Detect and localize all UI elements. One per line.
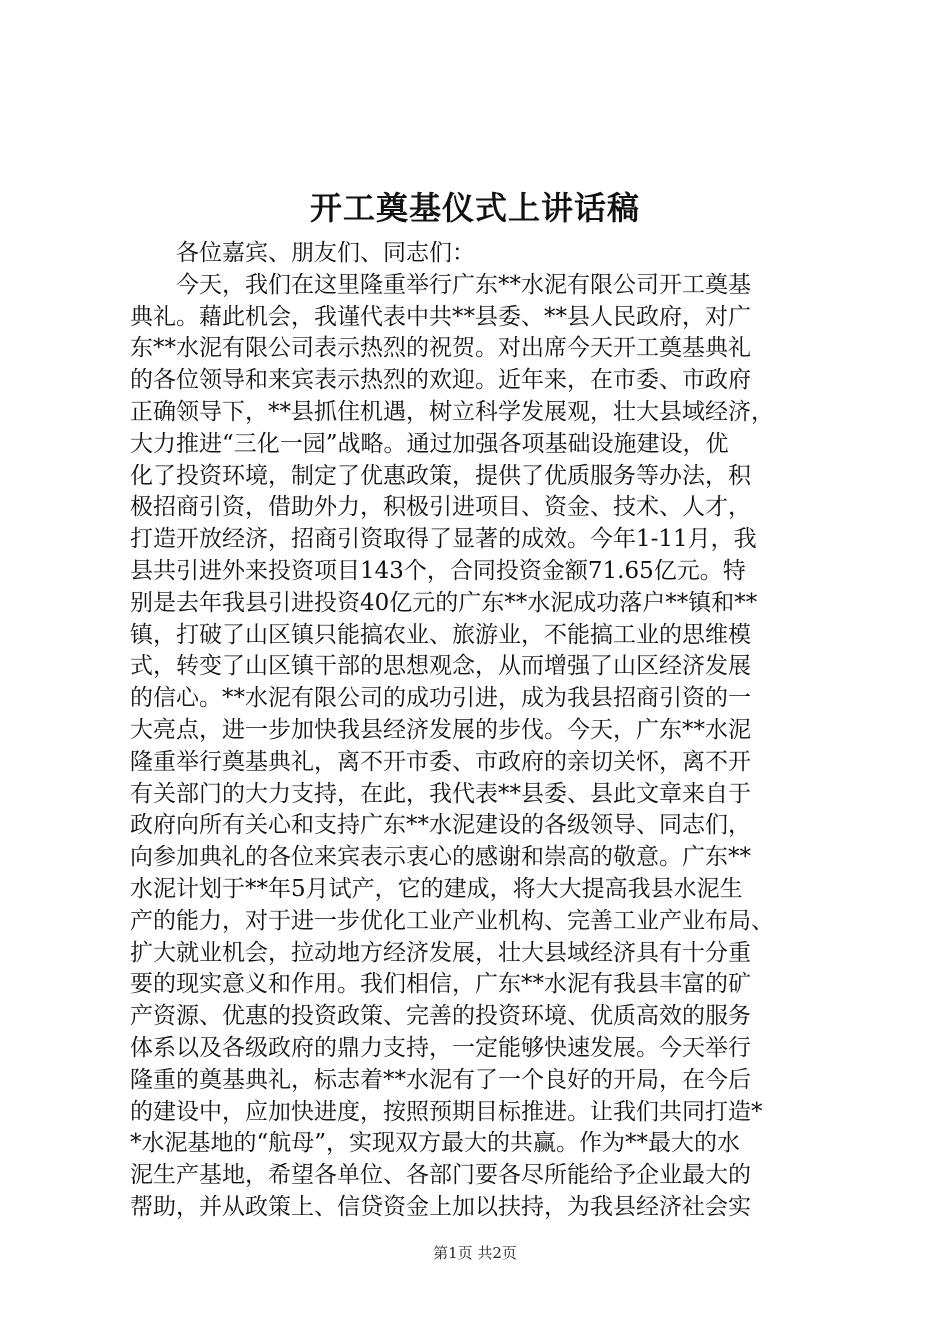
body-line: 东**水泥有限公司表示热烈的祝贺。对出席今天开工奠基典礼: [130, 335, 751, 362]
body-line: 的各位领导和来宾表示热烈的欢迎。近年来，在市委、市政府: [130, 367, 751, 394]
body-line: 化了投资环境，制定了优惠政策，提供了优质服务等办法，积: [130, 462, 751, 489]
body-line: 水泥计划于**年5月试产，它的建成，将大大提高我县水泥生: [130, 875, 743, 902]
body-line: 大亮点，进一步加快我县经济发展的步伐。今天，广东**水泥: [130, 716, 751, 743]
body-line: 极招商引资，借助外力，积极引进项目、资金、技术、人才，: [130, 494, 751, 521]
body-line: 镇，打破了山区镇只能搞农业、旅游业，不能搞工业的思维模: [130, 621, 751, 648]
body-line: 扩大就业机会，拉动地方经济发展，壮大县域经济具有十分重: [130, 939, 751, 966]
body-line: 的建设中，应加快进度，按照预期目标推进。让我们共同打造*: [130, 1098, 763, 1125]
salutation-line: 各位嘉宾、朋友们、同志们：: [176, 240, 475, 266]
body-line: 要的现实意义和作用。我们相信，广东**水泥有我县丰富的矿: [130, 971, 751, 998]
document-title: 开工奠基仪式上讲话稿: [309, 189, 640, 227]
document-body: [130, 238, 832, 1224]
body-line: 帮助，并从政策上、信贷资金上加以扶持，为我县经济社会实: [130, 1193, 751, 1220]
page-number-footer: 第1页 共2页: [433, 1244, 517, 1262]
body-line: 隆重举行奠基典礼，离不开市委、市政府的亲切关怀，离不开: [130, 748, 751, 775]
body-line: 县共引进外来投资项目143个，合同投资金额71.65亿元。特: [130, 557, 746, 584]
body-line: 典礼。藉此机会，我谨代表中共**县委、**县人民政府，对广: [130, 303, 751, 330]
body-line: 的信心。**水泥有限公司的成功引进，成为我县招商引资的一: [130, 685, 751, 712]
body-line: 向参加典礼的各位来宾表示衷心的感谢和崇高的敬意。广东**: [130, 844, 751, 871]
body-line: 别是去年我县引进投资40亿元的广东**水泥成功落户**镇和**: [130, 589, 758, 616]
body-line: 今天，我们在这里隆重举行广东**水泥有限公司开工奠基: [176, 271, 751, 298]
body-line: *水泥基地的“航母”，实现双方最大的共赢。作为**最大的水: [130, 1130, 741, 1157]
body-line: 政府向所有关心和支持广东**水泥建设的各级领导、同志们，: [130, 812, 751, 839]
body-line: 隆重的奠基典礼，标志着**水泥有了一个良好的开局，在今后: [130, 1066, 751, 1093]
body-line: 式，转变了山区镇干部的思想观念，从而增强了山区经济发展: [130, 653, 751, 680]
body-line: 正确领导下，**县抓住机遇，树立科学发展观，壮大县域经济，: [130, 398, 774, 425]
body-line: 有关部门的大力支持，在此，我代表**县委、县此文章来自于: [130, 780, 751, 807]
body-line: 体系以及各级政府的鼎力支持，一定能够快速发展。今天举行: [130, 1034, 751, 1061]
body-line: 打造开放经济，招商引资取得了显著的成效。今年1-11月，我: [130, 526, 757, 553]
body-line: 大力推进“三化一园”战略。通过加强各项基础设施建设，优: [130, 430, 729, 457]
body-line: 产的能力，对于进一步优化工业产业机构、完善工业产业布局、: [130, 907, 774, 934]
body-line: 产资源、优惠的投资政策、完善的投资环境、优质高效的服务: [130, 1003, 751, 1030]
body-line: 泥生产基地，希望各单位、各部门要各尽所能给予企业最大的: [130, 1162, 751, 1189]
